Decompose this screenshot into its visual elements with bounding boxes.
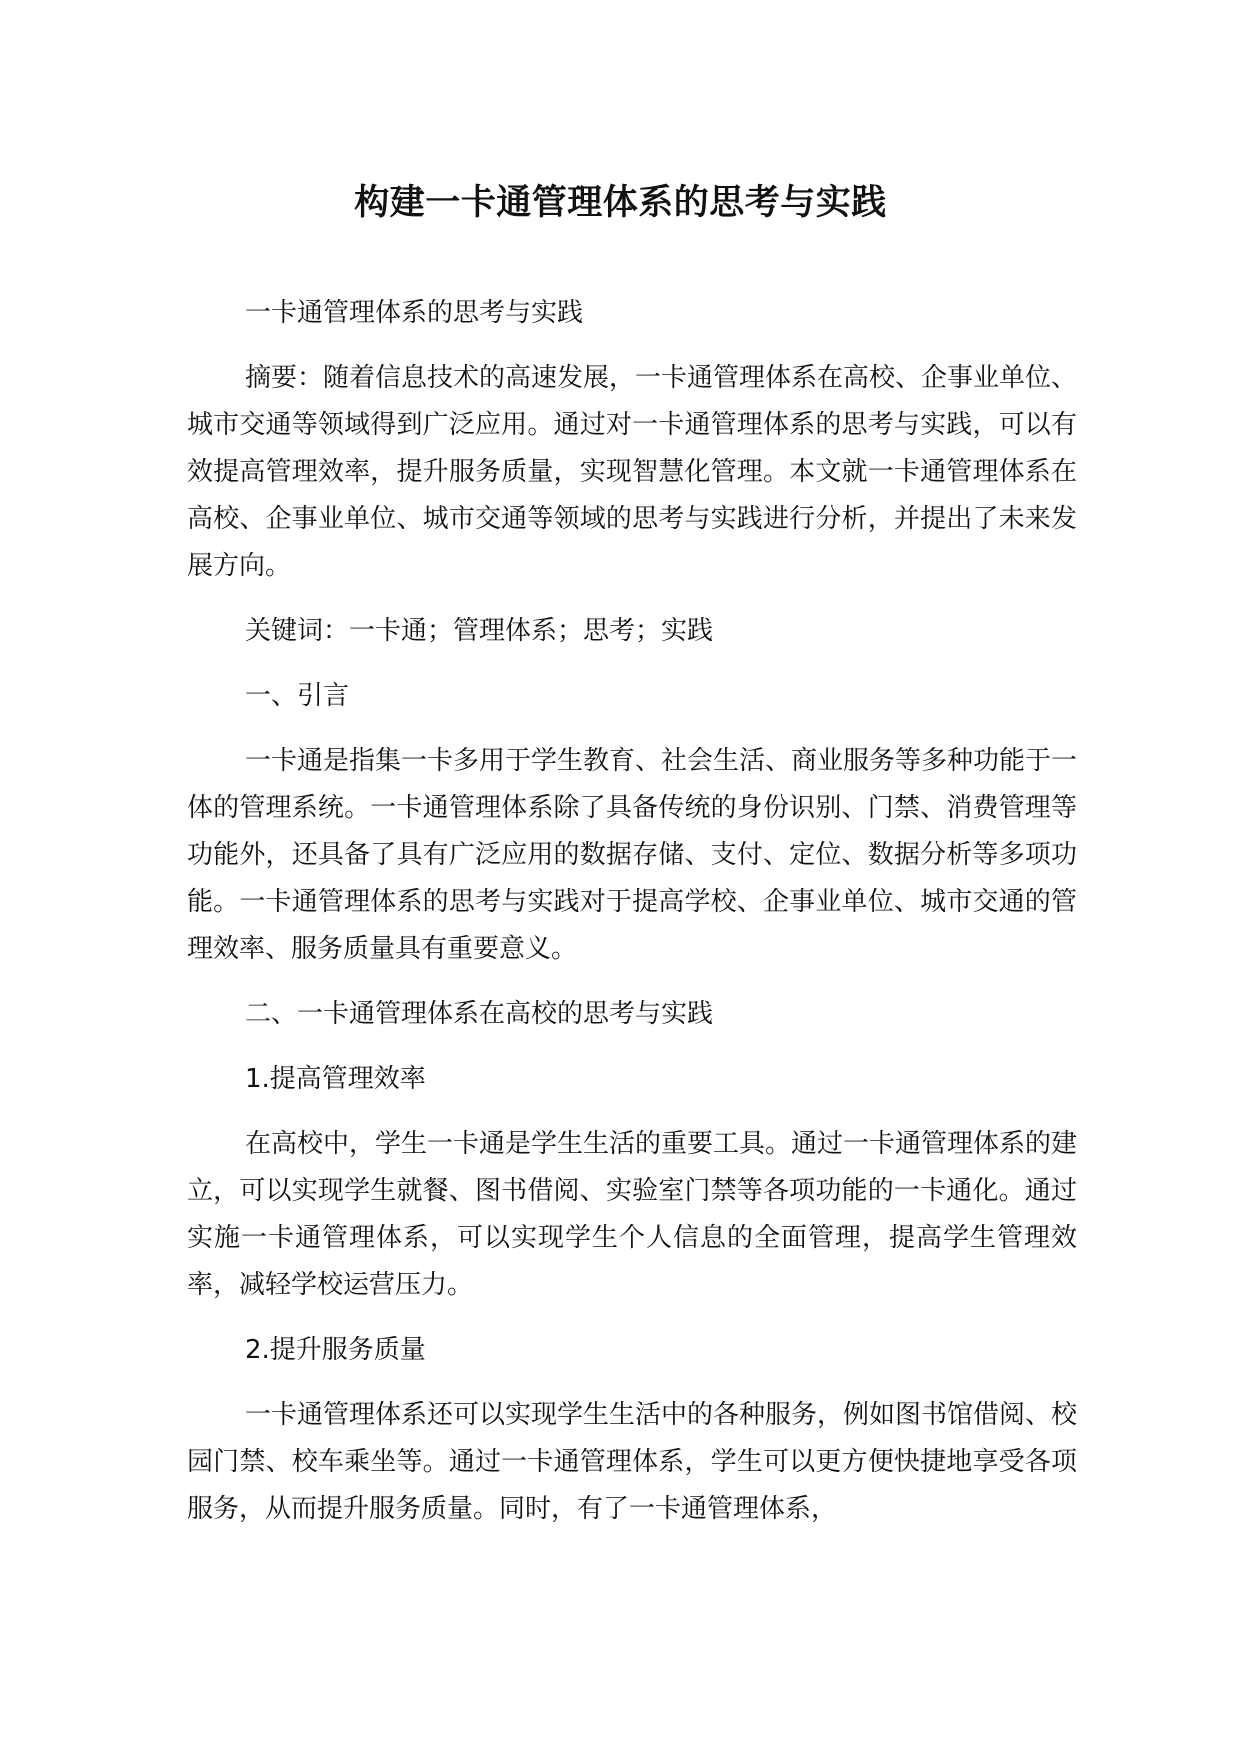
document-body: [187, 290, 1077, 1551]
document-title: 构建一卡通管理体系的思考与实践: [354, 183, 887, 223]
subsection-heading-efficiency: 1.提高管理效率: [245, 1064, 426, 1094]
subsection-heading-service: 2.提升服务质量: [245, 1335, 426, 1365]
introduction-paragraph: 一卡通是指集一卡多用于学生教育、社会生活、商业服务等多种功能于一体的管理系统。一卡通管理体系除了具备传统的身份识别、门禁、消费管理等功能外，还具备了具有广泛应用的数据存储、支付、定位、数据分析等多项功能。一卡通管理体系的思考与实践对于提高学校、企事业单位、城市交通的管理效率、服务质量具有重要意义。: [187, 746, 1078, 964]
efficiency-paragraph: 在高校中，学生一卡通是学生生活的重要工具。通过一卡通管理体系的建立，可以实现学生就餐、图书借阅、实验室门禁等各项功能的一卡通化。通过实施一卡通管理体系，可以实现学生个人信息的全面管理，提高学生管理效率，减轻学校运营压力。: [187, 1129, 1078, 1300]
keywords-paragraph: 关键词：一卡通；管理体系；思考；实践: [245, 616, 714, 646]
section-heading-introduction: 一、引言: [245, 681, 350, 711]
service-paragraph: 一卡通管理体系还可以实现学生生活中的各种服务，例如图书馆借阅、校园门禁、校车乘坐等。通过一卡通管理体系，学生可以更方便快捷地享受各项服务，从而提升服务质量。同时，有了一卡通管理体系，: [187, 1400, 1078, 1524]
subtitle-paragraph: 一卡通管理体系的思考与实践: [245, 298, 584, 328]
abstract-paragraph: 摘要：随着信息技术的高速发展，一卡通管理体系在高校、企事业单位、城市交通等领域得到广泛应用。通过对一卡通管理体系的思考与实践，可以有效提高管理效率，提升服务质量，实现智慧化管理。本文就一卡通管理体系在高校、企事业单位、城市交通等领域的思考与实践进行分析，并提出了未来发展方向。: [187, 363, 1078, 581]
section-heading-university: 二、一卡通管理体系在高校的思考与实践: [245, 999, 714, 1029]
